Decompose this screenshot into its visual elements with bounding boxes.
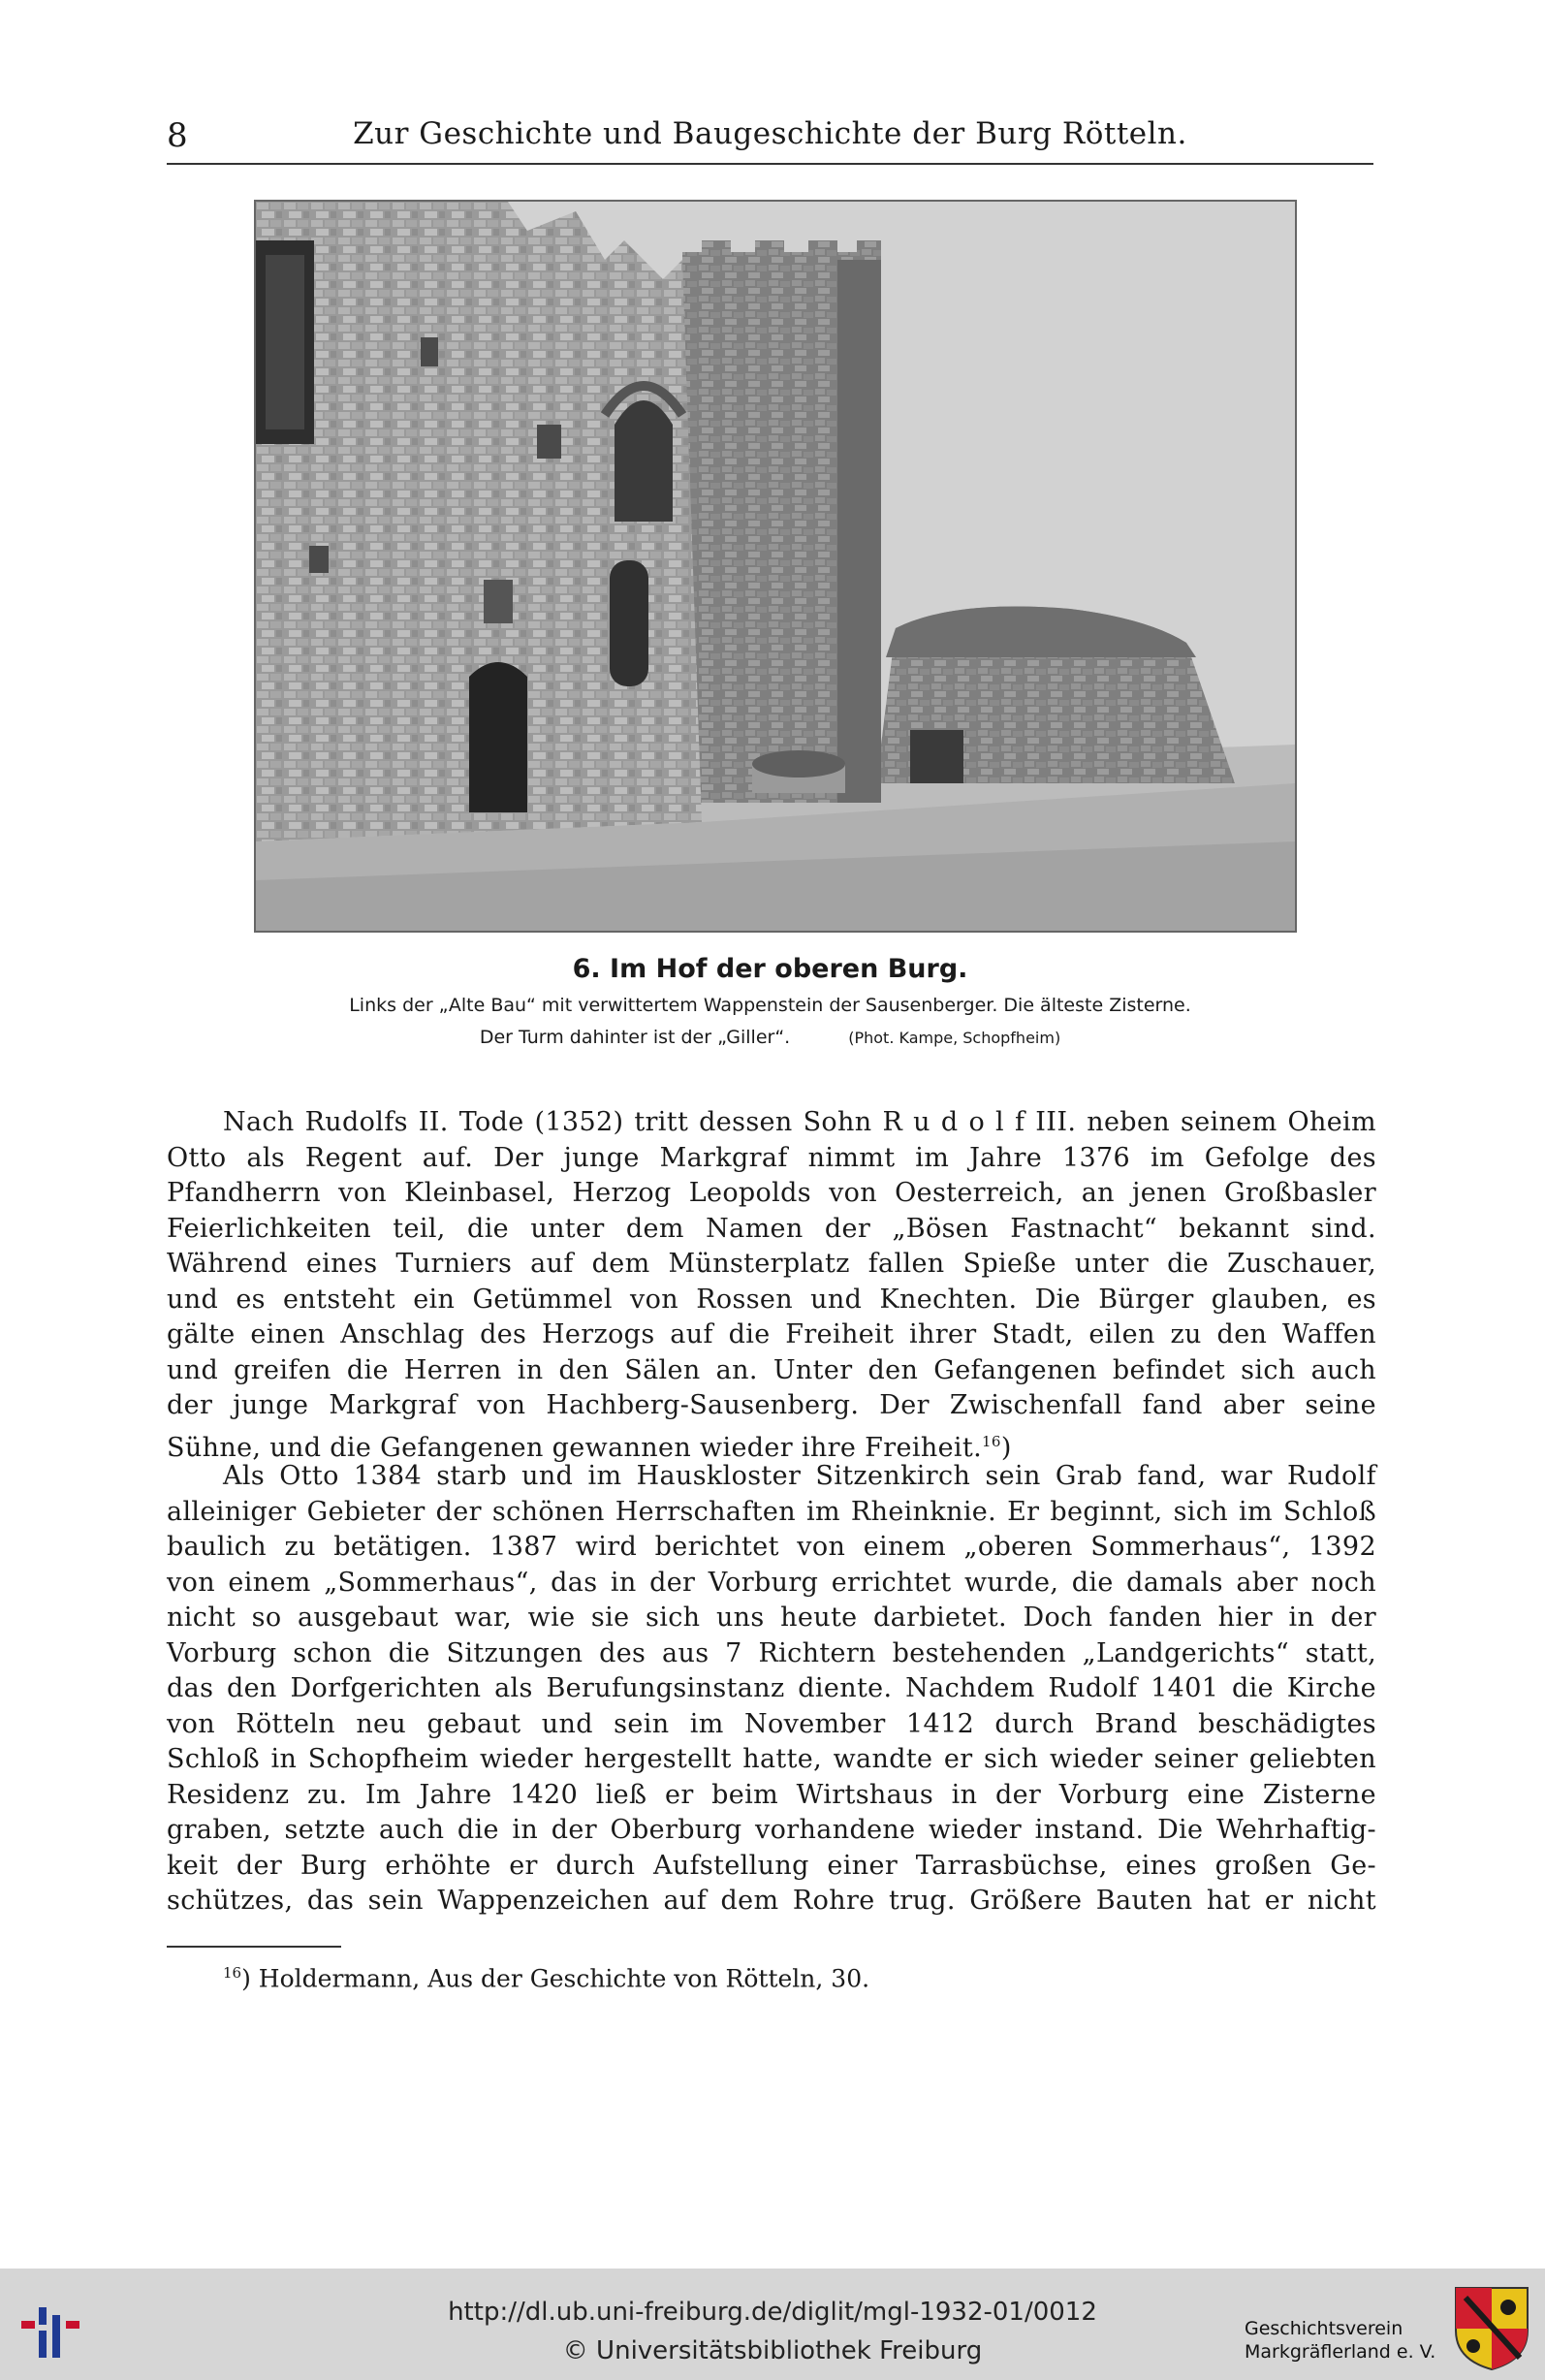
text-line: graben, setzte auch die in der Oberburg vorhandene wieder instand. Die Wehrhaftig- [167,1815,1376,1845]
text-line: von Rötteln neu gebaut und sein im November 1412 durch Brand beschädigtes [167,1708,1376,1739]
photo-credit: (Phot. Kampe, Schopfheim) [848,1029,1061,1047]
text-line: baulich zu betätigen. 1387 wird berichtet von einem „oberen Sommerhaus“, 1392 [167,1532,1376,1562]
text-line: und es entsteht ein Getümmel von Rossen und Knechten. Die Bürger glauben, es [167,1284,1376,1315]
society-name-line-1: Geschichtsverein [1245,2318,1403,2339]
footnote-reference-paren: ) [1000,1432,1012,1463]
figure-title: 6. Im Hof der oberen Burg. [572,954,968,984]
text-line: und greifen die Herren in den Sälen an. Unter den Gefangenen befindet sich auch [167,1354,1376,1385]
figure-caption-line-2 [167,1027,1373,1048]
text-line: der junge Markgraf von Hachberg-Sausenberg. Der Zwischenfall fand aber seine [167,1390,1376,1420]
text-line: Pfandherrn von Kleinbasel, Herzog Leopolds von Oesterreich, an jenen Großbasler [167,1178,1376,1208]
text-line: keit der Burg erhöhte er durch Aufstellung einer Tarrasbüchse, eines großen Ge- [167,1850,1376,1881]
text-line: gälte einen Anschlag des Herzogs auf die Freiheit ihrer Stadt, eilen zu den Waffen [167,1319,1376,1349]
text-line: Otto als Regent auf. Der junge Markgraf nimmt im Jahre 1376 im Gefolge des [167,1142,1376,1173]
text-line: Schloß in Schopfheim wieder hergestellt hatte, wandte er sich wieder seiner geliebten [167,1744,1376,1774]
text-line-content: Sühne, und die Gefangenen gewannen wieder ihre Freiheit. [167,1432,983,1463]
text-line: von einem „Sommerhaus“, das in der Vorburg errichtet wurde, die damals aber noch [167,1567,1376,1598]
text-line: Während eines Turniers auf dem Münsterplatz fallen Spieße unter die Zuschauer, [167,1249,1376,1279]
footnote-reference: 16 [982,1432,1001,1450]
figure-caption-text: Der Turm dahinter ist der „Giller“. [479,1027,791,1048]
copyright-notice: © Universitätsbibliothek Freiburg [562,2336,983,2365]
text-line: Feierlichkeiten teil, die unter dem Namen der „Bösen Fastnacht“ bekannt sind. [167,1213,1376,1244]
society-name-line-2: Markgräflerland e. V. [1245,2341,1436,2363]
text-line: Vorburg schon die Sitzungen des aus 7 Richtern bestehenden „Landgerichts“ statt, [167,1637,1376,1668]
society-name [1245,2317,1435,2364]
castle-courtyard-photo [254,200,1297,933]
footnote [223,1964,869,1992]
footnote-marker: 16 [223,1964,242,1982]
page-header [167,109,1373,165]
castle-photo-drawing [256,202,1295,931]
text-line: Als Otto 1384 starb und im Hauskloster Sitzenkirch sein Grab fand, war Rudolf [223,1461,1376,1491]
text-line: schützes, das sein Wappenzeichen auf dem Rohre trug. Größere Bauten hat er nicht [167,1886,1376,1916]
text-line: Nach Rudolfs II. Tode (1352) tritt dessen Sohn R u d o l f III. neben seinem Oheim [223,1107,1376,1137]
running-title: Zur Geschichte und Baugeschichte der Burg Rötteln. [353,116,1187,151]
page-number: 8 [167,116,188,155]
footnote-text: ) Holdermann, Aus der Geschichte von Rötteln, 30. [241,1964,870,1993]
text-line: alleiniger Gebieter der schönen Herrschaften im Rheinknie. Er beginnt, sich im Schloß [167,1496,1376,1527]
coat-of-arms-shield-icon [1452,2284,1531,2375]
figure-caption-line-1: Links der „Alte Bau“ mit verwittertem Wappenstein der Sausenberger. Die älteste Zisterne. [349,995,1191,1016]
paragraph-1 [167,1105,1376,1463]
body-text [167,1105,1376,1920]
text-line [167,1424,1376,1463]
paragraph-2 [167,1459,1376,1920]
document-url-link[interactable]: http://dl.ub.uni-freiburg.de/diglit/mgl-1932-01/0012 [448,2298,1097,2327]
text-line: das den Dorfgerichten als Berufungsinstanz diente. Nachdem Rudolf 1401 die Kirche [167,1673,1376,1703]
text-line: Residenz zu. Im Jahre 1420 ließ er beim Wirtshaus in der Vorburg eine Zisterne [167,1779,1376,1810]
viewer-footer [0,2269,1545,2380]
footnote-divider [167,1946,341,1948]
text-line: nicht so ausgebaut war, wie sie sich uns heute darbietet. Doch fanden hier in der [167,1603,1376,1633]
